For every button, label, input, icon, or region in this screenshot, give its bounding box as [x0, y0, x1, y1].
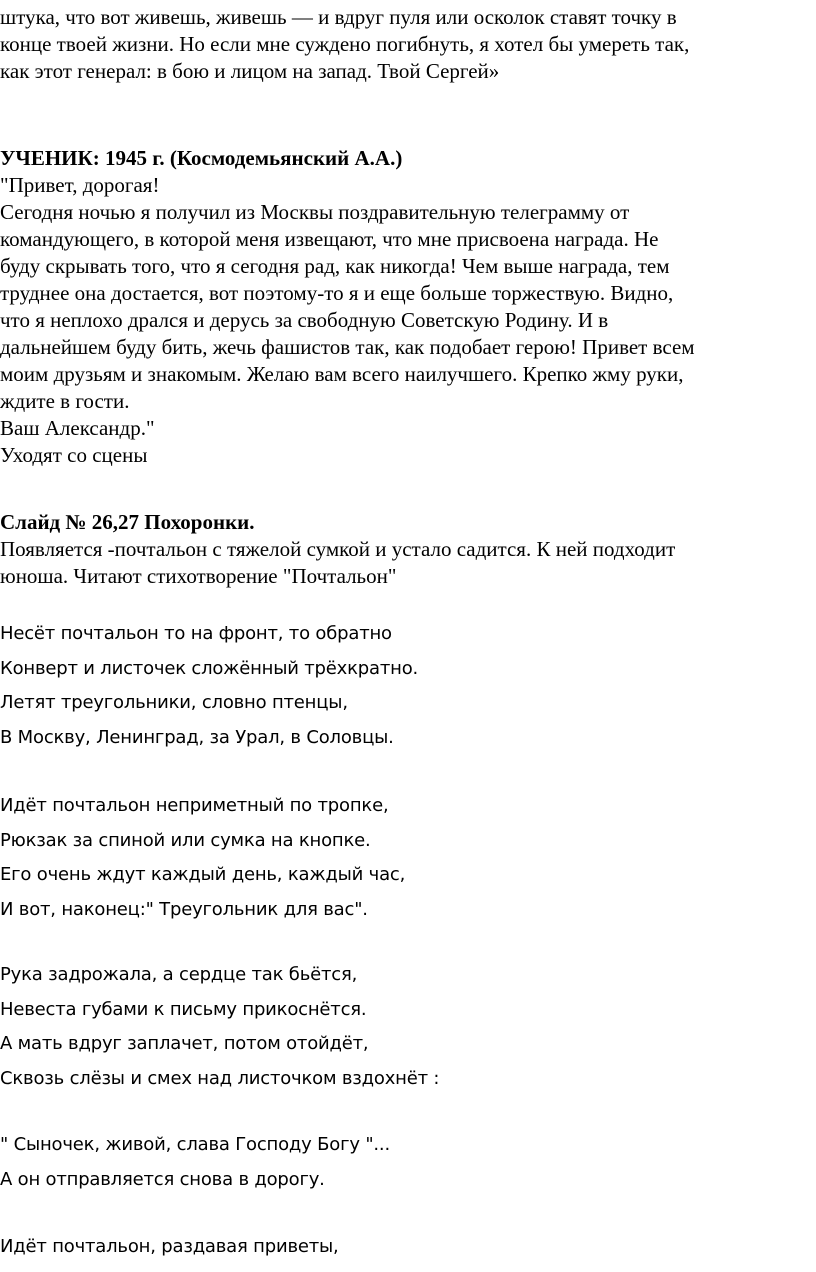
poem-line: Невеста губами к письму прикоснётся. — [0, 998, 367, 1020]
text-line: юноша. Читают стихотворение "Почтальон" — [0, 564, 397, 588]
poem-line: Рука задрожала, а сердце так бьётся, — [0, 964, 358, 985]
text-line: дальнейшем буду бить, жечь фашистов так, как подобает герою! Привет всем — [0, 335, 695, 359]
text-line: конце твоей жизни. Но если мне суждено погибнуть, я хотел бы умереть так, — [0, 32, 690, 56]
poem-stanza-2 — [0, 789, 816, 927]
poem-line: И вот, наконец:" Треугольник для вас". — [0, 898, 368, 920]
text-line: штука, что вот живешь, живешь — и вдруг пуля или осколок ставят точку в — [0, 5, 677, 29]
text-line: труднее она достается, вот поэтому-то я и еще больше торжествую. Видно, — [0, 281, 674, 305]
text-line: Уходят со сцены — [0, 443, 148, 467]
poem-line: А он отправляется снова в дорогу. — [0, 1168, 325, 1190]
student-section — [0, 145, 816, 469]
intro-paragraph — [0, 4, 816, 85]
poem-line: Идёт почтальон неприметный по тропке, — [0, 795, 389, 816]
text-line: ждите в гости. — [0, 389, 130, 413]
poem-stanza-3 — [0, 958, 816, 1096]
poem-line: Идёт почтальон, раздавая приветы, — [0, 1236, 339, 1257]
poem-stanza-4 — [0, 1128, 816, 1197]
text-line: Появляется -почтальон с тяжелой сумкой и устало садится. К ней подходит — [0, 537, 676, 561]
text-line: моим друзьям и знакомым. Желаю вам всего наилучшего. Крепко жму руки, — [0, 362, 684, 386]
section-heading: УЧЕНИК: 1945 г. (Космодемьянский А.А.) — [0, 146, 403, 170]
poem-line: Летят треугольники, словно птенцы, — [0, 692, 348, 713]
text-line: буду скрывать того, что я сегодня рад, как никогда! Чем выше награда, тем — [0, 254, 670, 278]
poem-stanza-1 — [0, 617, 816, 755]
text-line: Ваш Александр." — [0, 416, 155, 440]
poem-line: Конверт и листочек сложённый трёхкратно. — [0, 657, 419, 679]
poem-line: Его очень ждут каждый день, каждый час, — [0, 864, 406, 885]
text-line: командующего, в которой меня извещают, что мне присвоена награда. Не — [0, 227, 659, 251]
poem-line: Рюкзак за спиной или сумка на кнопке. — [0, 829, 371, 851]
text-line: "Привет, дорогая! — [0, 173, 160, 197]
poem-stanza-5 — [0, 1230, 816, 1265]
poem-line: Сквозь слёзы и смех над листочком вздохнёт : — [0, 1067, 440, 1089]
poem-line: Несёт почтальон то на фронт, то обратно — [0, 623, 392, 644]
text-line: что я неплохо дрался и дерусь за свободную Советскую Родину. И в — [0, 308, 609, 332]
text-line: Сегодня ночью я получил из Москвы поздравительную телеграмму от — [0, 200, 630, 224]
section-heading: Слайд № 26,27 Похоронки. — [0, 510, 255, 534]
poem-line: " Сыночек, живой, слава Господу Богу "... — [0, 1134, 390, 1155]
poem-line: В Москву, Ленинград, за Урал, в Соловцы. — [0, 726, 394, 748]
text-line: как этот генерал: в бою и лицом на запад. Твой Сергей» — [0, 59, 500, 83]
slide-section — [0, 509, 816, 590]
poem-line: А мать вдруг заплачет, потом отойдёт, — [0, 1033, 369, 1054]
